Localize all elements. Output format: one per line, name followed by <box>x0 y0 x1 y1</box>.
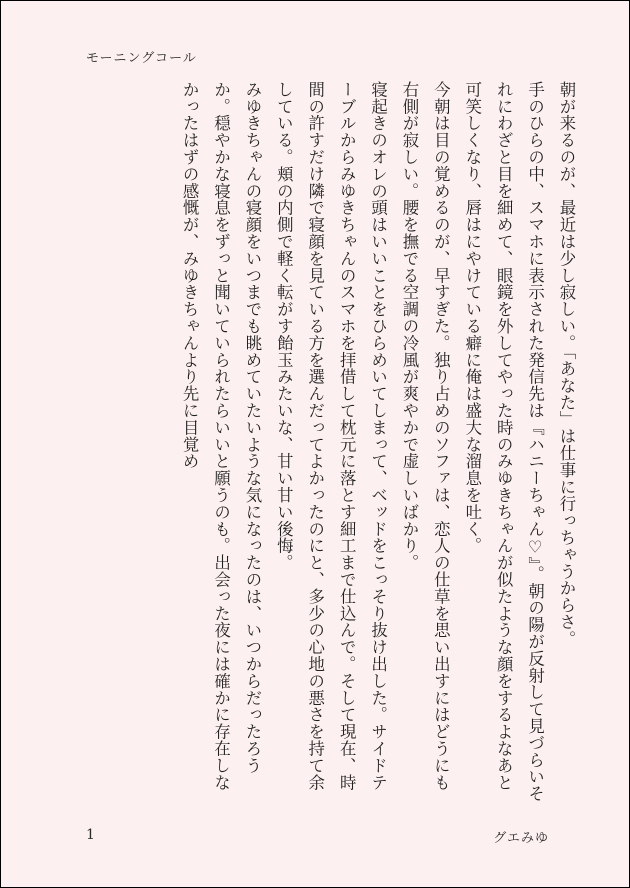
running-header-title: モーニングコール <box>86 51 197 66</box>
vertical-body-text <box>80 81 582 803</box>
paragraph-2: 手のひらの中、スマホに表示された発信先は『ハニーちゃん♡』。朝の陽が反射して見づらいそれにわざと目を細めて、眼鏡を外してやった時のみゆきちゃんが似たような顔をするよなあと可笑しくなり、唇はにやけている癖に俺は盛大な溜息を吐く。 <box>462 81 545 803</box>
author-name: グエみゆ <box>493 831 549 846</box>
paragraph-5: みゆきちゃんの寝顔をいつまでも眺めていたいような気になったのは、いつからだったろうか。穏やかな寝息をずっと聞いていられたらいいと願うのも。出会った夜には確かに存在しなかったはずの感慨が、みゆきちゃんより先に目覚め <box>180 81 262 791</box>
paragraph-1: 朝が来るのが、最近は少し寂しい。「あなた」は仕事に行っちゃうからさ。 <box>557 81 576 648</box>
paragraph-4: 寝起きのオレの頭はいいことをひらめいてしまって、ベッドをこっそり抜け出した。サイドテーブルからみゆきちゃんのスマホを拝借して枕元に落とす細工まで仕込んで。そして現在、時間の許すだけ隣で寝顔を見ている方を選んだってよかったのにと、多少の心地の悪さを持て余している。頬の内側で軽く転がす飴玉みたいな、甘い甘い後悔。 <box>274 81 388 791</box>
paragraph-3: 今朝は目の覚めるのが、早すぎた。独り占めのソファは、恋人の仕草を思い出すにはどうにも右側が寂しい。腰を撫でる空調の冷風が爽やかで虚しいばかり。 <box>399 81 451 791</box>
page-number: 1 <box>86 827 95 843</box>
